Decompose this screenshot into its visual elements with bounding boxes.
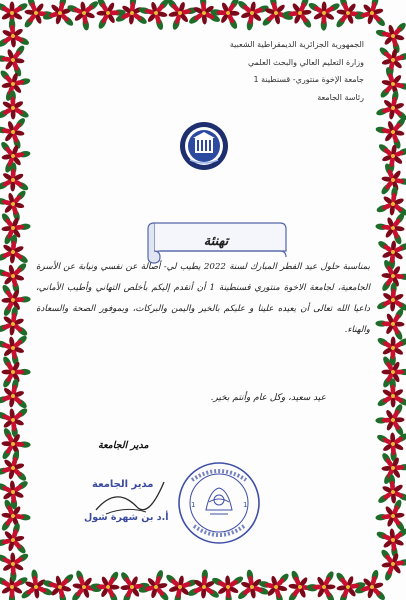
letterhead [64,36,364,106]
university-name: جامعة الإخوة منتوري- قسنطينة 1 [253,75,364,84]
seal-number: 1 [191,501,196,509]
poinsettia-flower [375,307,405,342]
banner-title: تهنئة [203,233,229,249]
letter-body [36,257,370,341]
poinsettia-flower [0,88,32,132]
poinsettia-flower [38,0,75,34]
poinsettia-flower [38,566,75,600]
poinsettia-flower [375,526,406,559]
poinsettia-flower [119,569,151,600]
poinsettia-flower [370,348,406,390]
signatory-title: مدير الجامعة [98,440,149,451]
poinsettia-flower [374,88,406,123]
poinsettia-flower [373,211,406,251]
poinsettia-flower [186,0,227,36]
poinsettia-flower [0,68,33,106]
closing-line: عيد سعيد، وكل عام وأنتم بخير. [210,393,326,403]
signatory-name: أ.د بن شهرة شول [84,512,169,523]
university-logo-icon [178,120,230,172]
poinsettia-flower [376,378,406,408]
poinsettia-flower [304,568,348,600]
seal-number-right: 1 [243,501,248,509]
letter-content [32,36,374,564]
republic-name: الجمهورية الجزائرية الديمقراطية الشعبية [229,40,364,49]
presidency-name: رئاسة الجامعة [317,92,364,102]
poinsettia-flower [375,472,406,515]
signature-stamp-title: مدير الجامعة [92,479,154,490]
poinsettia-flower [0,162,30,192]
official-seal [176,460,262,546]
ministry-name: وزارة التعليم العالي والبحث العلمي [248,57,364,67]
poinsettia-flower [353,0,393,28]
poinsettia-flower [281,0,313,32]
body-paragraph: بمناسبة حلول عيد الفطر المبارك لسنة 2022 يطيب لي- أصالة عن نفسي ونيابة عن الأسرة الجامعية، لجامعة الاخوة منتوري قسنطينة 1 أن أتقدم إليكم بأخلص التهاني وأطيب الأماني، داعيا الله تعالى أن يعيده علينا و عليكم بالخير واليمن والبركات، وبموفور الصحة والسعادة والهناء. [36,262,371,335]
poinsettia-flower [369,257,406,300]
poinsettia-flower [232,0,270,33]
poinsettia-flower [88,563,132,600]
poinsettia-flower [62,0,101,33]
poinsettia-flower [0,479,31,511]
